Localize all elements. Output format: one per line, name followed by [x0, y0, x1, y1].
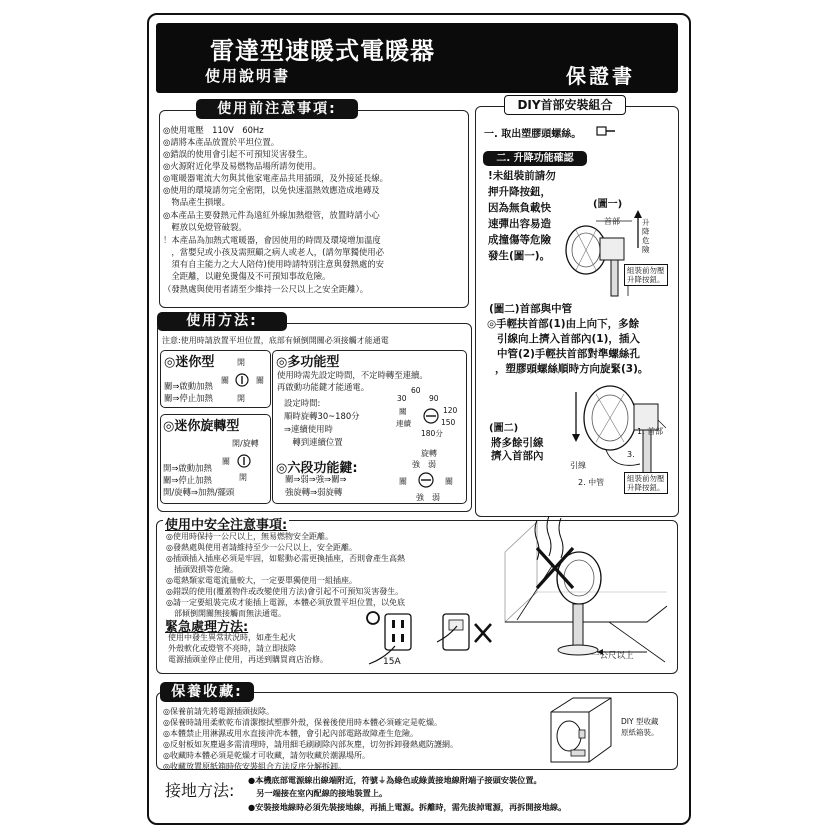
- diy-heading: DIY首部安裝組合: [504, 95, 626, 115]
- storage-line: ◎反射板如灰塵過多需清理時，請用細毛刷刷除內部灰塵，切勿拆卸發熱處防護網。: [163, 740, 458, 749]
- diy-step3-line: 引線向上擠入首部內(1)，插入: [497, 333, 640, 345]
- precaution-line: ◎電暖器電流大勿與其他家電產品共用插頭，及外接延長線。: [163, 173, 389, 183]
- mini-knob-close-left: 關: [221, 376, 229, 385]
- six-off-left: 關: [399, 477, 407, 486]
- storage-box-illustration: [545, 694, 615, 766]
- six-title: ◎六段功能鍵:: [276, 461, 358, 476]
- timer-line: 順時旋轉30~180分: [284, 411, 360, 421]
- amp-label: 15A: [383, 657, 401, 667]
- diy-step3-line: ◎手輕扶首部(1)由上向下，多餘: [487, 318, 640, 330]
- diy-step2-line: 成撞傷等危險: [488, 234, 551, 246]
- precaution-line: ◎火源附近化學及易燃物品場所請勿使用。: [163, 161, 322, 171]
- grounding-line: ●本機底部電源線出線端附近，符號⏚為綠色或綠黃接地線附端子接頭安裝位置。: [248, 775, 542, 785]
- storage-line: ◎保養時請用柔軟乾布清潔擦拭塑膠外殼，保養後使用時本體必須確定是乾燥。: [163, 718, 442, 727]
- storage-line: ◎收藏放置原紙箱時依安裝組合方法反序分解拆卸。: [163, 762, 346, 771]
- six-line: 強旋轉⇒弱旋轉: [285, 487, 343, 497]
- precaution-line: ◎請將本產品放置於平坦位置。: [163, 137, 280, 147]
- product-title: 雷達型速暖式電暖器: [210, 37, 435, 65]
- emergency-line: 使用中發生異常狀況時，如產生起火: [168, 633, 296, 642]
- multi-line: 再啟動功能鍵才能通電。: [277, 382, 370, 392]
- fig1-label: (圖一): [593, 199, 623, 210]
- storage-line: ◎收藏時本體必須是乾燥才可收藏，請勿收藏於潮濕場所。: [163, 751, 370, 760]
- safety-line: ◎錯誤的使用(覆蓋物件或改變使用方法)會引起不可預知災害發生。: [166, 587, 404, 596]
- storage-line: ◎保養前請先將電源插頭拔除。: [163, 707, 274, 716]
- storage-box-label-line: DIY 型收藏: [621, 717, 659, 726]
- warranty-title: 保證書: [566, 64, 635, 88]
- mini-line: 關⇒停止加熱: [164, 393, 213, 403]
- diy-step2-line: 速彈出容易造: [488, 218, 551, 230]
- mini-title: ◎迷你型: [164, 355, 215, 370]
- six-top: 強 弱: [412, 460, 436, 469]
- timer-heading: 設定時間:: [284, 398, 321, 408]
- fig1-head-caption: 首部: [604, 217, 620, 226]
- diy-step2-heading: 二. 升降功能確認: [483, 151, 587, 166]
- dial-off: 關: [399, 407, 407, 416]
- swivel-knob-close: 關: [222, 457, 230, 466]
- fig2-note: [624, 472, 668, 494]
- fig2-head-caption: 1. 首部: [637, 427, 664, 436]
- manual-subtitle: 使用說明書: [205, 67, 291, 85]
- precaution-line: ！本產品為加熱式電暖器，會因使用的時間及環境增加溫度: [163, 235, 381, 245]
- usage-note: 注意:使用時請放置平坦位置，底部有傾倒開關必須接觸才能通電: [162, 336, 389, 345]
- swivel-line: 開/旋轉⇒加熱/擺頭: [163, 487, 235, 497]
- safety-line: ◎發熱處與使用者請維持至少一公尺以上，安全距離。: [166, 543, 357, 552]
- fig2-label: (圖二): [489, 423, 519, 434]
- diy-step2-line: 押升降按鈕，: [488, 186, 551, 198]
- fig1-lift-caption: 升降危險: [642, 218, 650, 254]
- swivel-knob-label: 開/旋轉: [232, 439, 259, 448]
- diy-step3-line: 中管(2)手輕扶首部對準螺絲孔: [497, 348, 640, 360]
- fig2-text-line: 將多餘引線: [491, 437, 544, 449]
- mini-knob-icon[interactable]: [227, 365, 257, 395]
- usage-heading: 使用方法:: [157, 312, 287, 331]
- precaution-line: ◎錯誤的使用會引起不可預知災害發生。: [163, 149, 313, 159]
- fig1-note-line: 升降按鈕。: [627, 275, 665, 284]
- safety-line: 插頭毀損等危險。: [166, 565, 238, 574]
- fig2-lead-caption: 引線: [570, 461, 586, 470]
- fig2-note-line: 升降按鈕。: [627, 483, 665, 492]
- mini-knob-open-bottom: 開: [237, 394, 245, 403]
- precaution-line: 物品產生損壞。: [163, 197, 230, 207]
- safety-line: 部傾倒開關無接觸而無法通電。: [166, 609, 286, 618]
- fig2-text-line: 擠入首部內: [491, 450, 544, 462]
- precaution-line: ◎本產品主要發熱元件為遠紅外線加熱燈管，放置時請小心: [163, 210, 380, 220]
- emergency-heading: 緊急處理方法:: [165, 620, 249, 635]
- grounding-line: 另一端接在室內配線的接地裝置上。: [248, 788, 388, 798]
- fig2-note-line: 組裝前勿壓: [627, 474, 665, 483]
- storage-heading: 保養收藏:: [160, 682, 254, 702]
- swivel-knob-open: 開: [239, 473, 247, 482]
- grounding-label: 接地方法:: [165, 781, 235, 800]
- mini-knob-close-right: 關: [256, 376, 264, 385]
- fig2-screw-caption: 3.: [627, 450, 635, 459]
- precaution-line: 全距離，以避免燙傷及不可預知事故危險。: [163, 271, 331, 281]
- precaution-line: （發熱處與使用者請至少維持一公尺以上之安全距離）。: [163, 284, 369, 294]
- diy-step3-line: ，塑膠頭螺絲順時方向旋緊(3)。: [495, 363, 649, 375]
- safety-line: ◎使用時保持一公尺以上，無易燃物安全距離。: [166, 532, 333, 541]
- mini-knob-open: 開: [237, 358, 245, 367]
- grounding-line: ●安裝接地線時必須先裝接地線，再插上電源。拆離時，需先拔掉電源，再拆開接地線。: [248, 802, 567, 812]
- precaution-line: ◎使用電壓 110V 60Hz: [163, 125, 264, 135]
- safety-line: ◎請一定要組裝完成才能插上電源，本體必須放置平坦位置，以免底: [166, 598, 405, 607]
- swivel-line: 開⇒啟動加熱: [163, 463, 212, 473]
- fig1-note-line: 組裝前勿壓: [627, 266, 665, 275]
- dial-cont: 連續: [396, 419, 411, 428]
- dial-num: 30: [397, 394, 407, 403]
- safety-line: ◎電熱類家電電流量較大，一定要單獨使用一組插座。: [166, 576, 357, 585]
- timer-line: 轉到連續位置: [284, 437, 343, 447]
- diy-step1: 一. 取出塑膠頭螺絲。: [484, 129, 582, 140]
- six-off-right: 關: [445, 477, 453, 486]
- precautions-heading: 使用前注意事項:: [196, 99, 358, 119]
- screw-icon: [597, 124, 617, 138]
- multi-line: 使用時需先設定時間，不定時轉至連續。: [277, 370, 428, 380]
- diy-step3-line: (圖二)首部與中管: [489, 303, 573, 315]
- precaution-line: 須有自主能力之大人陪侍)使用時請特別注意與發熱處的安: [163, 259, 385, 269]
- swivel-line: 關⇒停止加熱: [163, 475, 212, 485]
- diy-step2-line: !未組裝前請勿: [488, 170, 556, 182]
- storage-box-label-line: 原紙箱裝。: [621, 728, 659, 737]
- precaution-line: 輕放以免燈管破裂。: [163, 222, 247, 232]
- six-bottom: 強 弱: [416, 493, 440, 502]
- storage-line: ◎本體禁止用淋濕或用水直接沖洗本體，會引起內部電路故障產生危險。: [163, 729, 418, 738]
- six-rotate: 旋轉: [421, 449, 437, 458]
- safety-heater-illustration: [497, 512, 672, 662]
- emergency-line: 外殼軟化或燈管不亮時，請立即拔除: [168, 644, 296, 653]
- six-line: 關⇒弱⇒強⇒關⇒: [285, 474, 347, 484]
- diy-step2-line: 發生(圖一)。: [488, 250, 551, 262]
- dial-num: 60: [411, 386, 421, 395]
- emergency-line: 電源插頭並停止使用，再送到購買商店治修。: [168, 655, 328, 664]
- diy-step2-line: 因為無負載快: [488, 202, 551, 214]
- dial-num: 150: [441, 418, 456, 427]
- dial-num: 180分: [421, 429, 443, 438]
- swivel-title: ◎迷你旋轉型: [163, 419, 240, 434]
- dial-num: 120: [443, 406, 458, 415]
- fig1-note: [624, 264, 668, 286]
- precaution-line: ，當嬰兒或小孩及需照顧之病人或老人，(請勿單獨使用必: [163, 247, 385, 257]
- multi-title: ◎多功能型: [276, 355, 340, 370]
- mini-line: 關⇒啟動加熱: [164, 381, 213, 391]
- precaution-line: ◎使用的環境請勿完全密閉，以免快速溫熱效應造成地磚及: [163, 185, 380, 195]
- fig2-pole-caption: 2. 中管: [578, 478, 605, 487]
- distance-label: 一公尺以上: [591, 651, 634, 661]
- six-knob-icon[interactable]: [406, 468, 446, 494]
- timer-line: ⇒連續使用時: [284, 424, 333, 434]
- dial-num: 90: [429, 394, 439, 403]
- storage-box-label: [621, 716, 659, 738]
- safety-line: ◎插頭插入插座必須是牢固，如鬆動必需更換插座，否則會產生高熱: [166, 554, 405, 563]
- safety-heading: 使用中安全注意事項:: [163, 514, 289, 533]
